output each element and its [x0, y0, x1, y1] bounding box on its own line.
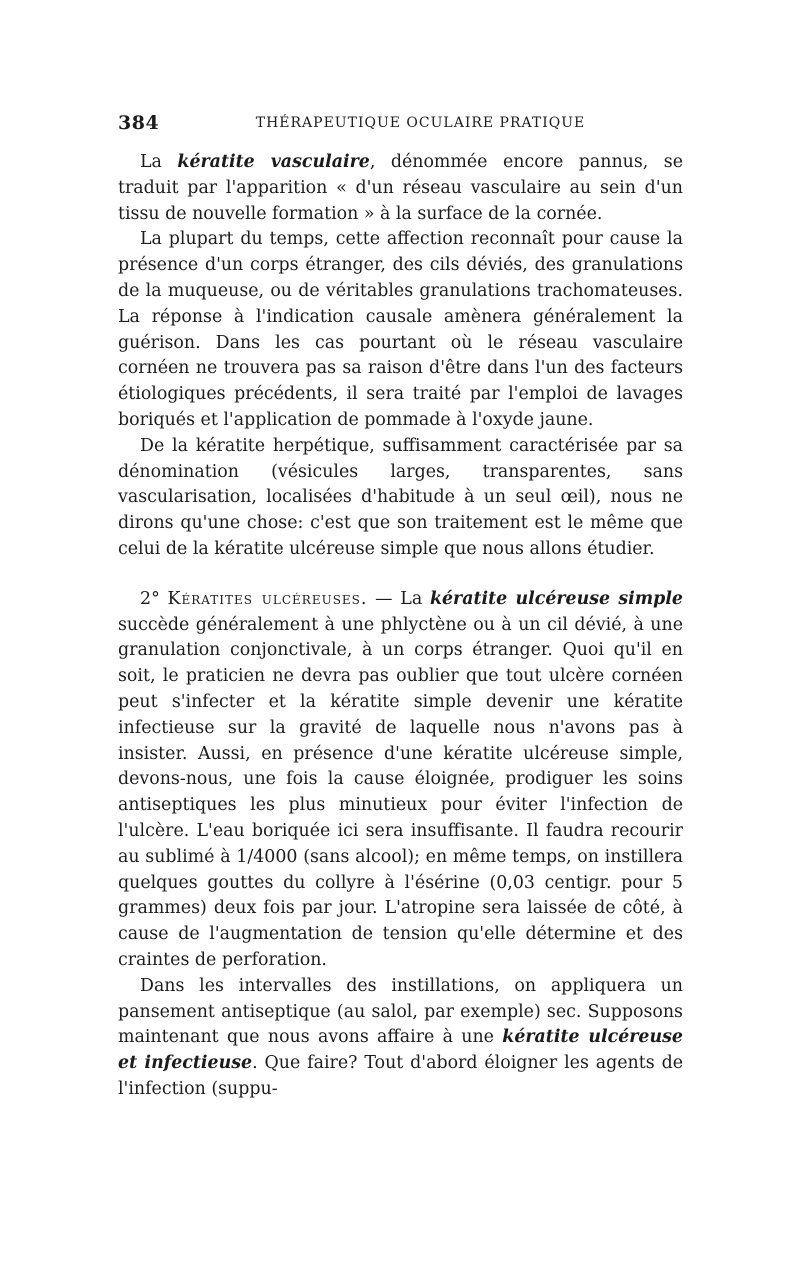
section-heading: Kératites ulcéreuses.	[167, 588, 368, 609]
page-header	[118, 112, 683, 142]
emphasis-term: kératite ulcéreuse simple	[429, 588, 683, 609]
paragraph-intervalles	[118, 974, 683, 1103]
running-title: THÉRAPEUTIQUE OCULAIRE PRATIQUE	[255, 115, 586, 131]
text-run: . Que faire? Tout d'abord éloigner les agents de l'infection (suppu-	[118, 1053, 683, 1099]
text-run: succède généralement à une phlyctène ou à un cil dévié, à une granulation conjonctivale, à un corps étranger. Quoi qu'il en soit, le praticien ne devra pas oublier que tout ulcère cornéen peut s'infecter et la kératite simple devenir une kératite infectieuse sur la gravité de laquelle nous n'avons pas à insister. Aussi, en présence d'une kératite ulcéreuse simple, devons-nous, une fois la cause éloignée, prodiguer les soins antiseptiques les plus minutieux pour éviter l'infection de l'ulcère. L'eau boriquée ici sera insuffisante. Il faudra recourir au sublimé à 1/4000 (sans alcool); en même temps, on instillera quelques gouttes du collyre à l'ésérine (0,03 centigr. pour 5 grammes) deux fois par jour. L'atropine sera laissée de côté, à cause de l'augmentation de tension qu'elle détermine et des craintes de perforation.	[118, 614, 683, 970]
paragraph-causes: La plupart du temps, cette affection reconnaît pour cause la présence d'un corps étranger, des cils déviés, des granulations de la muqueuse, ou de véritables granulations trachomateuses. La réponse à l'indication causale amènera généralement la guérison. Dans les cas pourtant où le réseau vasculaire cornéen ne trouvera pas sa raison d'être dans l'un des facteurs étiologiques précédents, il sera traité par l'emploi de lavages boriqués et l'application de pommade à l'oxyde jaune.	[118, 229, 683, 430]
emphasis-term: kératite vasculaire	[177, 152, 370, 172]
text-run: La	[140, 152, 178, 172]
paragraph-keratite-herpetique: De la kératite herpétique, suffisamment caractérisée par sa dénomination (vésicules larges, transparentes, sans vascularisation, localisées d'habitude à un seul œil), nous ne dirons qu'une chose: c'est que son traitement est le même que celui de la kératite ulcéreuse simple que nous allons étudier.	[118, 435, 683, 559]
paragraph-keratites-ulcereuses	[118, 587, 683, 974]
body-text	[118, 150, 683, 1103]
text-run: Dans les intervalles des instillations, on appliquera un pansement antiseptique (au salol, par exemple) sec. Supposons maintenant que nous avons affaire à une	[118, 975, 683, 1048]
page-number: 384	[118, 112, 160, 134]
text-run: , dénommée encore pannus, se traduit par l'apparition « d'un réseau vasculaire au sein d'un tissu de nouvelle formation » à la surface de la cornée.	[118, 152, 683, 224]
paragraph-keratite-vasculaire	[118, 150, 683, 227]
emphasis-term: kératite ulcéreuse et infectieuse	[118, 1027, 683, 1074]
text-run: — La	[367, 588, 430, 609]
section-number: 2°	[140, 588, 168, 609]
